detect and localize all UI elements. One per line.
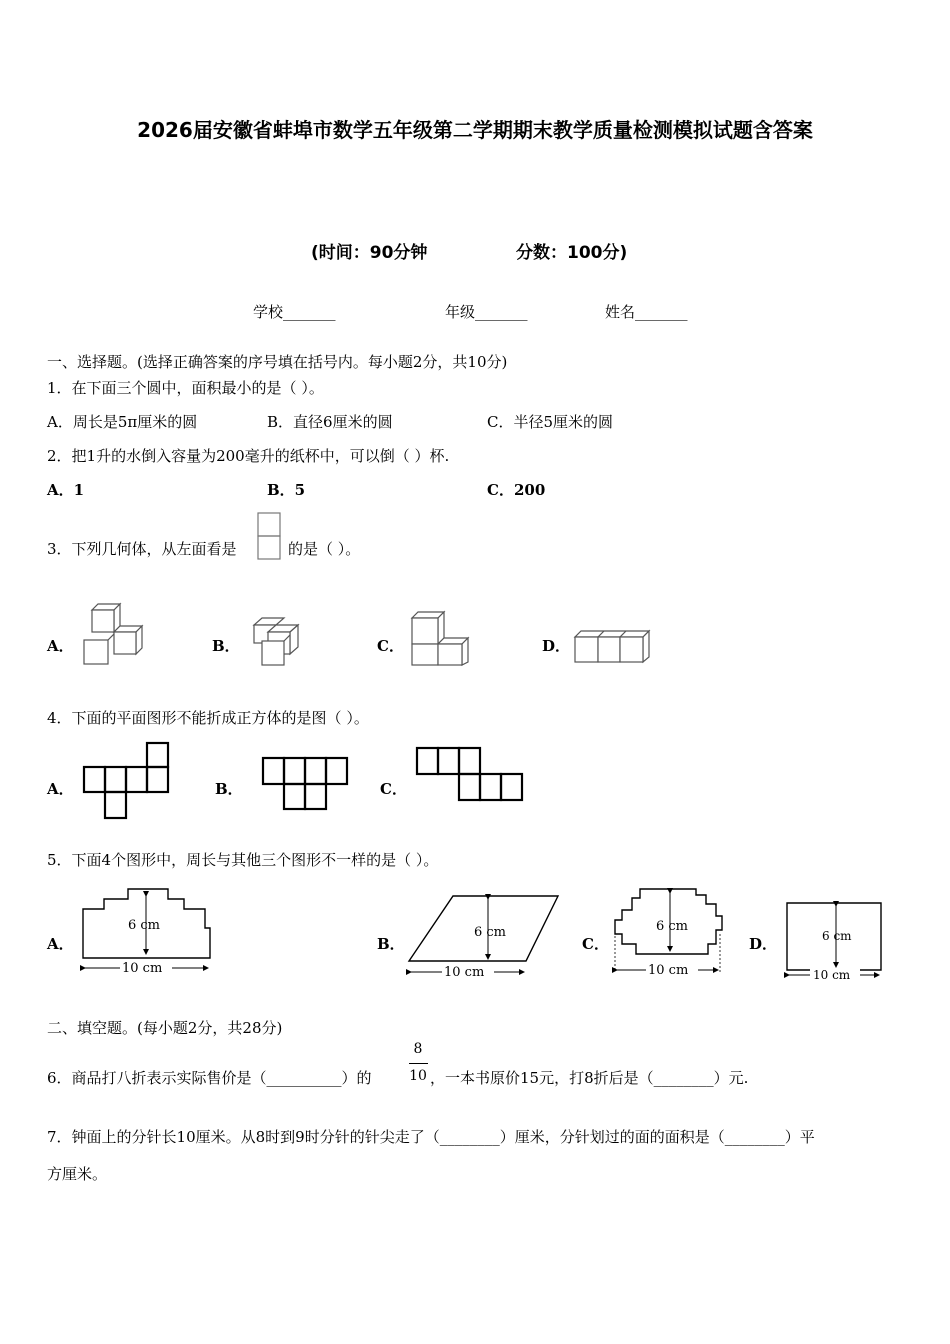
q4-net-a	[82, 742, 170, 820]
name-field: 姓名_______	[605, 303, 688, 321]
q5-option-a: A．	[47, 935, 74, 953]
q5-option-b: B．	[377, 935, 405, 953]
q2-text: 把1升的水倒入容量为200毫升的纸杯中，可以倒（ ）杯.	[71, 447, 450, 465]
q1-option-c: C．半径5厘米的圆	[487, 413, 614, 431]
q1	[47, 377, 324, 398]
q3-option-c: C．	[377, 637, 404, 655]
q3-option-d: D．	[542, 637, 571, 655]
q2-option-c: C．200	[487, 481, 546, 499]
q4-option-a: A．	[47, 780, 74, 798]
q5-c-width-label: 10 cm	[648, 963, 689, 978]
q3-figure-c	[410, 610, 470, 666]
q1-num: 1．	[47, 379, 72, 397]
q6-text-before: 6．商品打八折表示实际售价是（__________）的	[47, 1069, 372, 1087]
q3-text-before: 3．下列几何体，从左面看是	[47, 540, 237, 558]
q3-figure-d	[573, 630, 653, 664]
q2	[47, 445, 449, 466]
q2-option-b: B．5	[267, 481, 306, 499]
page-title: 2026届安徽省蚌埠市数学五年级第二学期期末教学质量检测模拟试题含答案	[137, 118, 813, 142]
q4-text: 下面的平面图形不能折成正方体的是图（ ）。	[71, 709, 369, 727]
q5-text: 下面4个图形中，周长与其他三个图形不一样的是（ ）。	[71, 851, 439, 869]
q5-b-width-label: 10 cm	[444, 965, 485, 980]
q3-option-a: A．	[47, 637, 74, 655]
exam-score: 分数：100分)	[516, 243, 628, 263]
q2-option-a: A．1	[47, 481, 85, 499]
section2-heading: 二、填空题。(每小题2分，共28分)	[47, 1019, 283, 1037]
q1-text: 在下面三个圆中，面积最小的是（ ）。	[71, 379, 324, 397]
q5-figure-c	[612, 888, 724, 978]
q7-line2: 方厘米。	[47, 1165, 108, 1183]
grade-field: 年级_______	[445, 303, 528, 321]
q4	[47, 707, 369, 728]
q3-figure-b	[246, 617, 304, 667]
q5-b-height-label: 6 cm	[474, 925, 507, 940]
q5-figure-a	[80, 888, 215, 976]
q5-d-height-label: 6 cm	[822, 929, 852, 943]
q6-fraction-bar	[409, 1063, 428, 1064]
q3-figure-a	[82, 603, 148, 665]
q5-option-d: D．	[749, 935, 778, 953]
q7-num: 7．	[47, 1128, 72, 1146]
school-field: 学校_______	[253, 303, 336, 321]
q3-num: 3．	[47, 540, 72, 558]
q6-num: 6．	[47, 1069, 72, 1087]
q5-d-width-label: 10 cm	[813, 968, 851, 982]
q1-option-b: B．直径6厘米的圆	[267, 413, 393, 431]
q4-option-c: C．	[380, 780, 407, 798]
q3-left-view-figure	[257, 512, 281, 560]
q1-option-a: A．周长是5π厘米的圆	[47, 413, 198, 431]
exam-time: (时间：90分钟	[311, 243, 428, 263]
q5-a-height-label: 6 cm	[128, 918, 161, 933]
q3-option-b: B．	[212, 637, 240, 655]
q4-net-c	[416, 747, 526, 803]
q4-net-b	[262, 757, 350, 811]
q5	[47, 849, 438, 870]
q4-option-b: B．	[215, 780, 243, 798]
q5-figure-b	[406, 893, 562, 981]
q7-line1: 7．钟面上的分针长10厘米。从8时到9时分针的针尖走了（________）厘米，分针划过的面的面积是（________）平	[47, 1128, 815, 1146]
q3-text-after: 的是（ ）。	[288, 540, 361, 558]
q6-fraction-denominator: 10	[409, 1068, 427, 1084]
q6-fraction-numerator: 8	[413, 1041, 423, 1057]
q5-c-height-label: 6 cm	[656, 919, 689, 934]
q5-option-c: C．	[582, 935, 609, 953]
section1-heading: 一、选择题。(选择正确答案的序号填在括号内。每小题2分，共10分)	[47, 353, 508, 371]
q2-num: 2．	[47, 447, 72, 465]
q6-text-after: ，一本书原价15元，打8折后是（________）元.	[430, 1069, 749, 1087]
q5-a-width-label: 10 cm	[122, 961, 163, 976]
q5-figure-d	[784, 900, 892, 986]
q4-num: 4．	[47, 709, 72, 727]
q5-num: 5．	[47, 851, 72, 869]
